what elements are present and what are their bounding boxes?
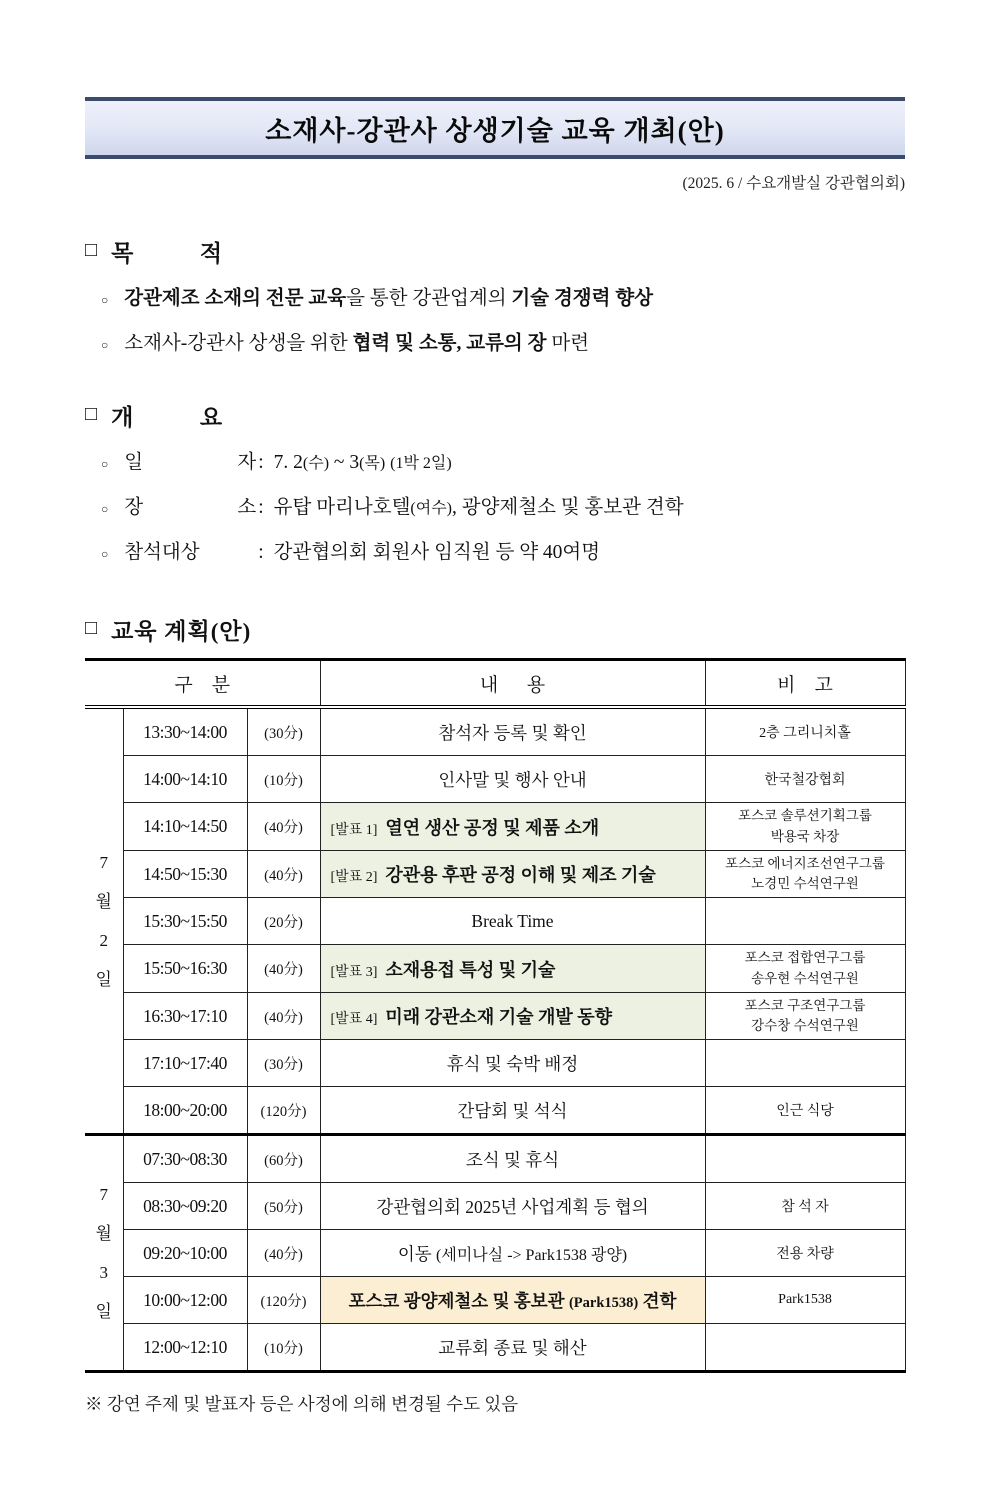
- note-cell: [705, 850, 905, 898]
- table-row: [85, 1087, 905, 1135]
- time-cell: 16:30~17:10: [123, 992, 247, 1040]
- purpose-bullet-2-text: 소재사-강관사 상생을 위한 협력 및 소통, 교류의 장 마련: [124, 333, 590, 355]
- colon-separator: :: [258, 496, 264, 518]
- presenter-name: 송우현 수석연구원: [751, 970, 859, 986]
- table-row-presentation-2: [85, 850, 905, 898]
- overview-attendees-label: 참석대상: [124, 542, 200, 563]
- section-purpose-header: [85, 235, 905, 268]
- presentation-prefix: [발표 3]: [330, 964, 378, 980]
- circle-bullet-icon: ○: [101, 293, 109, 307]
- presenter-org: 포스코 솔루션기획그룹: [738, 808, 872, 824]
- duration-cell: (10分): [247, 756, 320, 803]
- content-cell-highlighted: [320, 803, 705, 851]
- section-overview-header: [85, 399, 905, 432]
- overview-place-value: 유탑 마리나호텔(여수), 광양제철소 및 홍보관 견학: [273, 496, 684, 518]
- purpose-bullet-1-text: 강관제조 소재의 전문 교육을 통한 강관업계의 기술 경쟁력 향상: [124, 288, 654, 309]
- visit-title: 포스코 광양제철소 및 홍보관: [348, 1290, 565, 1311]
- visit-title-suffix: 견학: [642, 1290, 677, 1311]
- content-cell: 간담회 및 석식: [320, 1087, 705, 1135]
- duration-cell: (40分): [247, 992, 320, 1040]
- page-title: 소재사-강관사 상생기술 교육 개최(안): [265, 115, 725, 146]
- section-purpose-title: 목 적: [111, 241, 224, 266]
- overview-date-value: 7. 2(수) ~ 3(목) (1박 2일): [273, 451, 452, 473]
- content-cell-highlighted-orange: [320, 1277, 705, 1324]
- presenter-name: 박용국 차장: [770, 828, 840, 844]
- note-cell: 한국철강협회: [705, 756, 905, 803]
- day-cell-jul-2: [85, 707, 123, 1135]
- colon-separator: :: [258, 451, 264, 473]
- schedule-table: [85, 658, 906, 1373]
- table-row: [85, 1135, 905, 1183]
- presentation-title: 열연 생산 공정 및 제품 소개: [385, 817, 600, 838]
- presenter-org: 포스코 에너지조선연구그룹: [725, 855, 885, 871]
- change-notice-footnote: ※ 강연 주제 및 발표자 등은 사정에 의해 변경될 수도 있음: [85, 1394, 519, 1415]
- presentation-prefix: [발표 4]: [330, 1012, 378, 1027]
- duration-cell: (30分): [247, 707, 320, 756]
- circle-bullet-icon: ○: [101, 501, 109, 516]
- time-cell: 12:00~12:10: [123, 1324, 247, 1372]
- duration-cell: (20分): [247, 898, 320, 945]
- circle-bullet-icon: ○: [101, 456, 109, 471]
- move-detail: (세미나실 -> Park1538 광양): [436, 1246, 628, 1264]
- content-cell: 인사말 및 행사 안내: [320, 756, 705, 803]
- note-cell: [705, 1040, 905, 1087]
- presenter-org: 포스코 구조연구그룹: [744, 997, 866, 1013]
- time-cell: 14:50~15:30: [123, 850, 247, 898]
- section-plan-title: 교육 계획(안): [111, 619, 252, 645]
- table-row-presentation-4: [85, 992, 905, 1040]
- table-header-row: [85, 660, 905, 708]
- purpose-bullet-2: [101, 329, 905, 358]
- section-plan-header: [85, 613, 905, 646]
- table-row-presentation-1: [85, 803, 905, 851]
- time-cell: 13:30~14:00: [123, 707, 247, 756]
- date-line: (2025. 6 / 수요개발실 강관협의회): [682, 175, 905, 192]
- content-cell-highlighted: [320, 992, 705, 1040]
- duration-cell: (40分): [247, 803, 320, 851]
- colon-separator: :: [258, 542, 264, 563]
- time-cell: 14:00~14:10: [123, 756, 247, 803]
- header-bigo: 비 고: [705, 660, 905, 708]
- duration-cell: (40分): [247, 1230, 320, 1277]
- overview-item-date: [101, 448, 905, 477]
- header-naeyong: 내 용: [320, 660, 705, 708]
- table-row-presentation-3: [85, 945, 905, 993]
- table-row: [85, 1324, 905, 1372]
- table-row: [85, 707, 905, 756]
- note-cell: [705, 1135, 905, 1183]
- square-bullet-icon: □: [85, 239, 98, 261]
- time-cell: 09:20~10:00: [123, 1230, 247, 1277]
- content-cell: 교류회 종료 및 해산: [320, 1324, 705, 1372]
- table-row: [85, 1183, 905, 1230]
- time-cell: 18:00~20:00: [123, 1087, 247, 1135]
- time-cell: 17:10~17:40: [123, 1040, 247, 1087]
- table-row-visit: [85, 1277, 905, 1324]
- move-label: 이동: [397, 1243, 432, 1264]
- presentation-title: 소재용접 특성 및 기술: [385, 959, 556, 980]
- duration-cell: (10分): [247, 1324, 320, 1372]
- square-bullet-icon: □: [85, 617, 98, 640]
- presentation-prefix: [발표 2]: [330, 870, 378, 885]
- time-cell: 14:10~14:50: [123, 803, 247, 851]
- presenter-name: 강수창 수석연구원: [751, 1018, 859, 1033]
- note-cell: 참 석 자: [705, 1183, 905, 1230]
- content-cell-highlighted: [320, 850, 705, 898]
- visit-title-park: (Park1538): [568, 1294, 639, 1311]
- table-row: [85, 1040, 905, 1087]
- duration-cell: (120分): [247, 1087, 320, 1135]
- overview-attendees-value: 강관협의회 회원사 임직원 등 약 40여명: [273, 542, 601, 563]
- presentation-prefix: [발표 1]: [330, 822, 378, 838]
- note-cell: 전용 차량: [705, 1230, 905, 1277]
- day-label: 7월2일: [95, 853, 112, 990]
- overview-item-attendees: [101, 538, 905, 567]
- table-row: [85, 756, 905, 803]
- document-content: [85, 97, 905, 1416]
- note-cell: [705, 992, 905, 1040]
- circle-bullet-icon: ○: [101, 547, 109, 561]
- note-cell: [705, 803, 905, 851]
- note-cell: [705, 898, 905, 945]
- note-cell: Park1538: [705, 1277, 905, 1324]
- note-cell: [705, 1324, 905, 1372]
- presenter-name: 노경민 수석연구원: [751, 876, 859, 891]
- day-label: 7월3일: [95, 1185, 112, 1322]
- content-cell-highlighted: [320, 945, 705, 993]
- duration-cell: (40分): [247, 945, 320, 993]
- title-banner: [85, 97, 905, 159]
- purpose-bullet-1: [101, 284, 905, 313]
- time-cell: 08:30~09:20: [123, 1183, 247, 1230]
- content-cell: 조식 및 휴식: [320, 1135, 705, 1183]
- content-cell: 참석자 등록 및 확인: [320, 707, 705, 756]
- time-cell: 15:50~16:30: [123, 945, 247, 993]
- note-cell: [705, 945, 905, 993]
- time-cell: 10:00~12:00: [123, 1277, 247, 1324]
- duration-cell: (50分): [247, 1183, 320, 1230]
- duration-cell: (30分): [247, 1040, 320, 1087]
- circle-bullet-icon: ○: [101, 338, 109, 353]
- overview-item-place: [101, 493, 905, 522]
- overview-place-label: 장 소: [124, 496, 257, 518]
- time-cell: 15:30~15:50: [123, 898, 247, 945]
- presentation-title: 미래 강관소재 기술 개발 동향: [385, 1007, 613, 1027]
- document-page: [0, 97, 992, 1500]
- header-gubun: 구 분: [85, 660, 320, 708]
- content-cell: 강관협의회 2025년 사업계획 등 협의: [320, 1183, 705, 1230]
- square-bullet-icon: □: [85, 402, 98, 425]
- content-cell: 휴식 및 숙박 배정: [320, 1040, 705, 1087]
- duration-cell: (120分): [247, 1277, 320, 1324]
- duration-cell: (60分): [247, 1135, 320, 1183]
- table-row: [85, 1230, 905, 1277]
- overview-date-label: 일 자: [124, 451, 257, 473]
- time-cell: 07:30~08:30: [123, 1135, 247, 1183]
- section-overview-title: 개 요: [111, 404, 224, 430]
- note-cell: 인근 식당: [705, 1087, 905, 1135]
- presentation-title: 강관용 후판 공정 이해 및 제조 기술: [385, 865, 656, 885]
- content-cell: [320, 1230, 705, 1277]
- note-cell: 2층 그리니치홀: [705, 707, 905, 756]
- day-cell-jul-3: [85, 1135, 123, 1372]
- content-cell: Break Time: [320, 898, 705, 945]
- presenter-org: 포스코 접합연구그룹: [744, 950, 866, 966]
- duration-cell: (40分): [247, 850, 320, 898]
- table-row: [85, 898, 905, 945]
